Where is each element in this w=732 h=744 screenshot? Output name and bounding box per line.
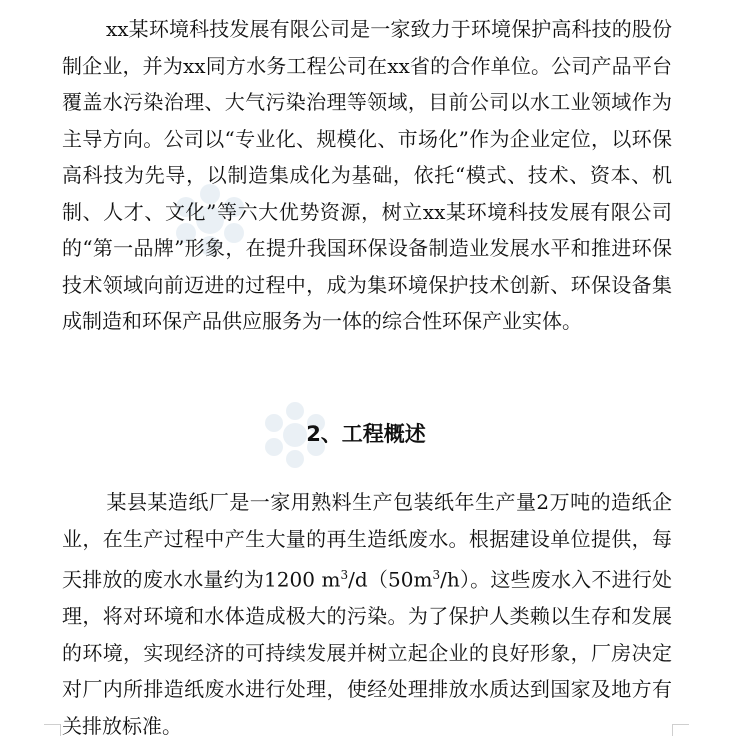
section-heading: 2、工程概述 bbox=[306, 422, 426, 446]
superscript-cubed: 3 bbox=[432, 568, 441, 582]
overview-paragraph bbox=[62, 484, 672, 744]
intro-paragraph-text: xx某环境科技发展有限公司是一家致力于环境保护高科技的股份制企业，并为xx同方水务工程公司在xx省的合作单位。公司产品平台覆盖水污染治理、大气污染治理等领域，目前公司以水工业领域作为主导方向。公司以“专业化、规模化、市场化”作为企业定位，以环保高科技为先导，以制造集成化为基础，依托“模式、技术、资本、机制、人才、文化”等六大优势资源，树立xx某环境科技发展有限公司的“第一品牌”形象，在提升我国环保设备制造业发展水平和推进环保技术领域向前迈进的过程中，成为集环境保护技术创新、环保设备集成制造和环保产品供应服务为一体的综合性环保产业实体。 bbox=[62, 17, 672, 333]
overview-text-part3: /h）。这些废水入不进行处理，将对环境和水体造成极大的污染。为了保护人类赖以生存和发展的环境，实现经济的可持续发展并树立起企业的良好形象，厂房决定对厂内所排造纸废水进行处理，使经处理排放水质达到国家及地方有关排放标准。 bbox=[62, 567, 672, 738]
crop-mark bbox=[44, 724, 61, 725]
superscript-cubed: 3 bbox=[340, 568, 349, 582]
crop-mark bbox=[672, 724, 689, 725]
intro-paragraph bbox=[62, 11, 672, 340]
overview-text-part2: /d（50m bbox=[348, 567, 433, 592]
crop-mark bbox=[60, 724, 61, 736]
overview-text-part1: 某县某造纸厂是一家用熟料生产包装纸年生产量2万吨的造纸企业，在生产过程中产生大量的再生造纸废水。根据建设单位提供，每天排放的废水水量约为1200 m bbox=[62, 490, 672, 592]
crop-mark bbox=[672, 724, 673, 736]
